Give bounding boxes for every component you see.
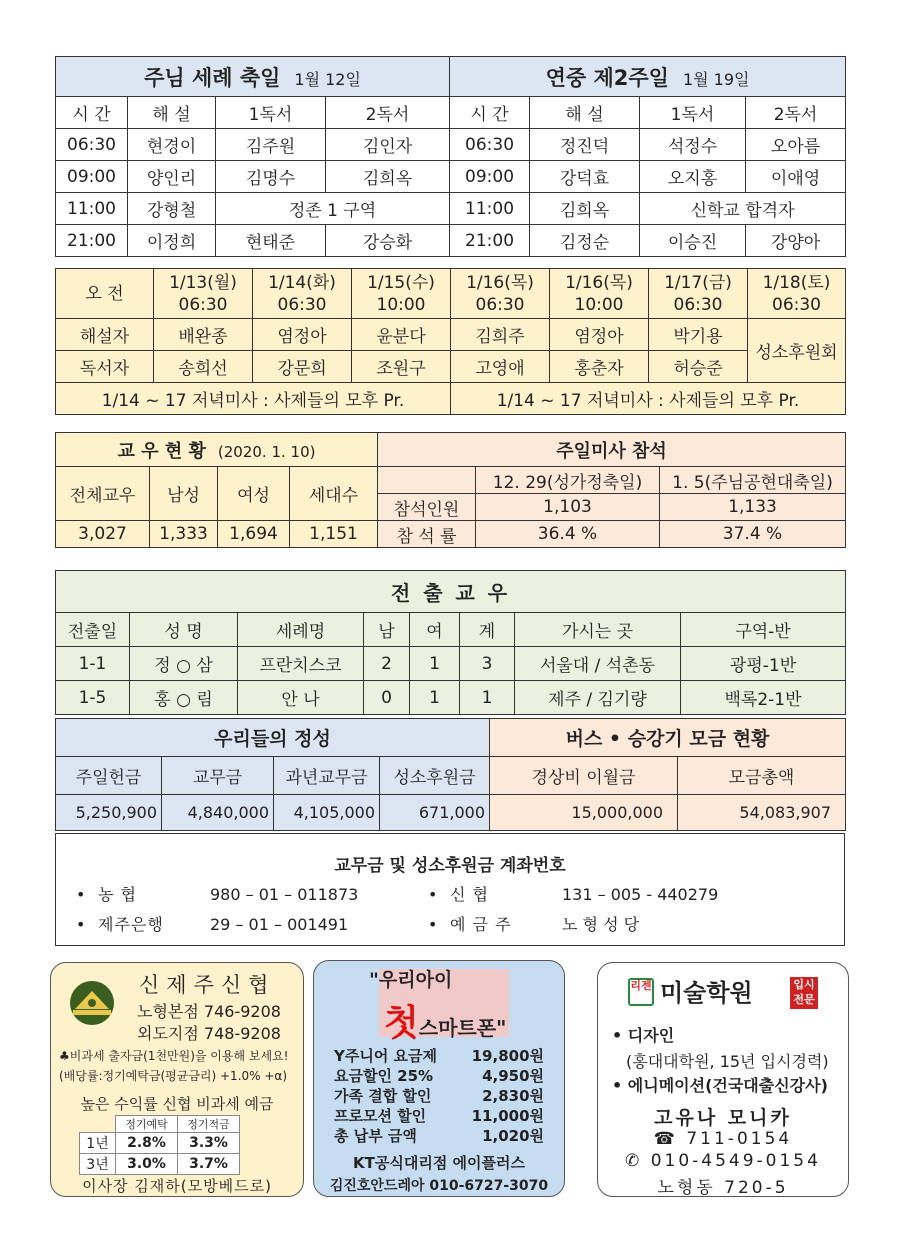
members-attendance-table <box>55 432 846 548</box>
course-line: (홍대대학원, 15년 입시경력) <box>626 1052 829 1071</box>
price-row: 가족 결합 할인 2,830원 <box>334 1087 544 1105</box>
table-cell: 김희옥 <box>326 161 450 193</box>
table-cell: 배완종 <box>154 319 253 351</box>
table-cell: 21:00 <box>450 225 530 257</box>
table-cell: 1,103 <box>476 494 660 521</box>
headline-main: 첫스마트폰" <box>384 1003 507 1044</box>
header-cell: 세례명 <box>238 613 364 647</box>
table-cell: 오아름 <box>746 129 846 161</box>
deposit-heading: 높은 수익률 신협 비과세 예금 <box>80 1095 274 1113</box>
header-cell: 모금총액 <box>678 757 846 795</box>
table-cell: 1,133 <box>660 494 846 521</box>
table-cell: 3,027 <box>56 521 150 548</box>
table-cell: 고영애 <box>451 351 550 383</box>
rate-table <box>79 1115 240 1175</box>
art-academy-ad <box>597 962 849 1197</box>
transfer-title: 전 출 교 우 <box>56 571 846 613</box>
header-cell: 1독서 <box>640 97 746 129</box>
table-cell: 김인자 <box>326 129 450 161</box>
header-cell: 계 <box>460 613 515 647</box>
table-cell: 1,151 <box>290 521 378 548</box>
price-row: 요금할인 25% 4,950원 <box>334 1067 544 1085</box>
academy-badge: 입시전문 <box>790 977 818 1009</box>
header-cell: 시 간 <box>56 97 128 129</box>
rate-cell: 3.0% <box>116 1154 178 1175</box>
header-cell: 2독서 <box>746 97 846 129</box>
table-cell: 4,105,000 <box>274 795 380 831</box>
table-cell: 김주원 <box>216 129 326 161</box>
row-label: 참석인원 <box>378 494 476 521</box>
header-cell: 해 설 <box>530 97 640 129</box>
table-cell: 신학교 합격자 <box>640 193 846 225</box>
table-cell: 1 <box>410 681 460 715</box>
header-cell: 성 명 <box>130 613 238 647</box>
table-cell: 36.4 % <box>476 521 660 548</box>
header-cell: 남성 <box>150 467 218 521</box>
table-cell: 1,333 <box>150 521 218 548</box>
day-cell: 1/17(금) 06:30 <box>649 269 748 319</box>
table-cell: 조원구 <box>352 351 451 383</box>
account-item: • 신 협 131 – 005 - 440279 <box>428 885 719 904</box>
table-cell: 석정수 <box>640 129 746 161</box>
table-cell: 제주 / 김기량 <box>515 681 681 715</box>
rate-cell: 3.7% <box>178 1154 240 1175</box>
header-cell: 여 <box>410 613 460 647</box>
header-cell: 주일헌금 <box>56 757 162 795</box>
table-cell: 이애영 <box>746 161 846 193</box>
members-title: 교 우 현 황 (2020. 1. 10) <box>56 433 378 467</box>
table-cell: 671,000 <box>380 795 490 831</box>
table-cell: 0 <box>364 681 410 715</box>
table-cell: 5,250,900 <box>56 795 162 831</box>
chairman-line: 이사장 김재하(모방베드로) <box>82 1177 272 1195</box>
table-cell: 1 <box>410 647 460 681</box>
table-cell: 송희선 <box>154 351 253 383</box>
commentator-label: 해설자 <box>56 319 154 351</box>
account-item: • 예 금 주 노 형 성 당 <box>428 915 640 934</box>
day-cell: 1/18(토) 06:30 <box>748 269 846 319</box>
header-cell: 1. 5(주님공현대축일) <box>660 467 846 494</box>
evening-note: 1/14 ~ 17 저녁미사 : 사제들의 모후 Pr. <box>451 383 846 415</box>
table-cell: 서울대 / 석촌동 <box>515 647 681 681</box>
header-cell: 12. 29(성가정축일) <box>476 467 660 494</box>
branch-line: 노형본점 746-9208 <box>137 1002 281 1021</box>
table-cell: 54,083,907 <box>678 795 846 831</box>
table-cell: 정존 1 구역 <box>216 193 450 225</box>
table-cell: 09:00 <box>450 161 530 193</box>
table-cell: 강승화 <box>326 225 450 257</box>
phone-line: ☎ 711-0154 <box>653 1129 793 1149</box>
table-cell: 09:00 <box>56 161 128 193</box>
promo-line: ♣비과세 출자금(1천만원)을 이용해 보세요! <box>59 1049 289 1063</box>
table-cell: 정 ○ 삼 <box>130 647 238 681</box>
store-contact: 김진호안드레아 010-6727-3070 <box>329 1178 549 1194</box>
table-cell: 37.4 % <box>660 521 846 548</box>
sunday-schedule-table <box>55 56 846 257</box>
price-row: Y주니어 요금제 19,800원 <box>334 1047 544 1065</box>
smartphone-ad <box>313 960 565 1197</box>
branch-line: 외도지점 748-9208 <box>137 1024 281 1043</box>
table-cell: 강양아 <box>746 225 846 257</box>
table-cell: 허승준 <box>649 351 748 383</box>
account-item: • 농 협 980 – 01 – 011873 <box>76 885 359 904</box>
header-cell: 해 설 <box>128 97 216 129</box>
account-box <box>55 833 845 946</box>
header-cell: 남 <box>364 613 410 647</box>
header-cell: 시 간 <box>450 97 530 129</box>
left-sunday-title: 주님 세례 축일 1월 12일 <box>56 57 450 97</box>
bus-fund-title: 버스 • 승강기 모금 현황 <box>490 719 846 757</box>
header-cell: 2독서 <box>326 97 450 129</box>
header-cell: 가시는 곳 <box>515 613 681 647</box>
row-label: 참 석 률 <box>378 521 476 548</box>
morning-label: 오 전 <box>56 269 154 319</box>
rate-cell: 3.3% <box>178 1133 240 1154</box>
academy-name: 미술학원 <box>660 979 753 1007</box>
day-cell: 1/16(목) 10:00 <box>550 269 649 319</box>
table-cell: 정진덕 <box>530 129 640 161</box>
table-cell: 11:00 <box>450 193 530 225</box>
table-cell: 06:30 <box>56 129 128 161</box>
table-cell: 윤분다 <box>352 319 451 351</box>
table-cell: 21:00 <box>56 225 128 257</box>
table-cell: 안 나 <box>238 681 364 715</box>
header-cell: 과년교무금 <box>274 757 380 795</box>
course-line: • 디자인 <box>612 1026 675 1045</box>
table-cell: 2 <box>364 647 410 681</box>
header-cell: 전체교우 <box>56 467 150 521</box>
table-cell: 4,840,000 <box>162 795 274 831</box>
table-cell: 06:30 <box>450 129 530 161</box>
table-cell: 강문희 <box>253 351 352 383</box>
address-line: 노형동 720-5 <box>657 1178 789 1198</box>
table-cell: 백록2-1반 <box>681 681 846 715</box>
price-row: 총 납부 금액 1,020원 <box>334 1127 544 1145</box>
table-cell: 김정순 <box>530 225 640 257</box>
table-cell: 김희옥 <box>530 193 640 225</box>
header-cell: 1독서 <box>216 97 326 129</box>
academy-logo-icon: 리젠 <box>628 978 654 1006</box>
header-cell: 구역-반 <box>681 613 846 647</box>
table-cell: 11:00 <box>56 193 128 225</box>
day-cell: 1/14(화) 06:30 <box>253 269 352 319</box>
table-cell: 양인리 <box>128 161 216 193</box>
corner-cell <box>378 467 476 494</box>
account-title: 교무금 및 성소후원금 계좌번호 <box>334 856 566 876</box>
table-cell: 이승진 <box>640 225 746 257</box>
table-cell: 이정희 <box>128 225 216 257</box>
header-cell: 세대수 <box>290 467 378 521</box>
evening-note: 1/14 ~ 17 저녁미사 : 사제들의 모후 Pr. <box>56 383 451 415</box>
header-cell: 경상비 이월금 <box>490 757 678 795</box>
day-cell: 1/16(목) 06:30 <box>451 269 550 319</box>
rate-cell: 2.8% <box>116 1133 178 1154</box>
table-cell: 홍 ○ 림 <box>130 681 238 715</box>
table-cell: 김희주 <box>451 319 550 351</box>
credit-union-name: 신제주신협 <box>139 973 276 997</box>
price-row: 프로모션 할인 11,000원 <box>334 1107 544 1125</box>
transfer-table <box>55 570 846 715</box>
credit-union-ad <box>50 962 304 1197</box>
term-cell: 3년 <box>80 1154 116 1175</box>
table-cell: 현태준 <box>216 225 326 257</box>
headline-top: "우리아이 <box>369 969 453 991</box>
table-cell: 강형철 <box>128 193 216 225</box>
header-cell: 정기예탁 <box>116 1116 178 1133</box>
table-cell: 염정아 <box>550 319 649 351</box>
header-cell: 교무금 <box>162 757 274 795</box>
instructor-name: 고유나 모니카 <box>654 1107 792 1129</box>
term-cell: 1년 <box>80 1133 116 1154</box>
course-line: • 에니메이션(건국대출신강사) <box>612 1076 828 1095</box>
table-cell: 1-1 <box>56 647 130 681</box>
header-cell: 성소후원금 <box>380 757 490 795</box>
header-cell: 정기적금 <box>178 1116 240 1133</box>
table-cell: 광평-1반 <box>681 647 846 681</box>
table-cell: 3 <box>460 647 515 681</box>
promo-line: (배당률:정기예탁금(평균금리) +1.0% +α) <box>59 1069 288 1083</box>
mobile-line: ✆ 010-4549-0154 <box>625 1151 821 1171</box>
table-cell: 홍춘자 <box>550 351 649 383</box>
table-cell: 1-5 <box>56 681 130 715</box>
store-name: KT공식대리점 에이플러스 <box>353 1154 525 1172</box>
saturday-group: 성소후원회 <box>748 319 846 383</box>
table-cell: 오지홍 <box>640 161 746 193</box>
table-cell: 1,694 <box>218 521 290 548</box>
day-cell: 1/15(수) 10:00 <box>352 269 451 319</box>
right-sunday-title: 연중 제2주일 1월 19일 <box>450 57 846 97</box>
table-cell: 김명수 <box>216 161 326 193</box>
offering-table <box>55 718 846 831</box>
day-cell: 1/13(월) 06:30 <box>154 269 253 319</box>
table-cell: 박기용 <box>649 319 748 351</box>
table-cell: 염정아 <box>253 319 352 351</box>
weekday-schedule-table <box>55 268 846 415</box>
header-cell: 여성 <box>218 467 290 521</box>
table-cell: 현경이 <box>128 129 216 161</box>
reader-label: 독서자 <box>56 351 154 383</box>
account-item: • 제주은행 29 – 01 – 001491 <box>76 915 349 934</box>
header-cell: 전출일 <box>56 613 130 647</box>
credit-union-logo-icon <box>65 979 119 1027</box>
offering-title: 우리들의 정성 <box>56 719 490 757</box>
attendance-title: 주일미사 참석 <box>378 433 846 467</box>
table-cell: 프란치스코 <box>238 647 364 681</box>
table-cell: 15,000,000 <box>490 795 678 831</box>
table-cell: 1 <box>460 681 515 715</box>
table-cell: 강덕효 <box>530 161 640 193</box>
